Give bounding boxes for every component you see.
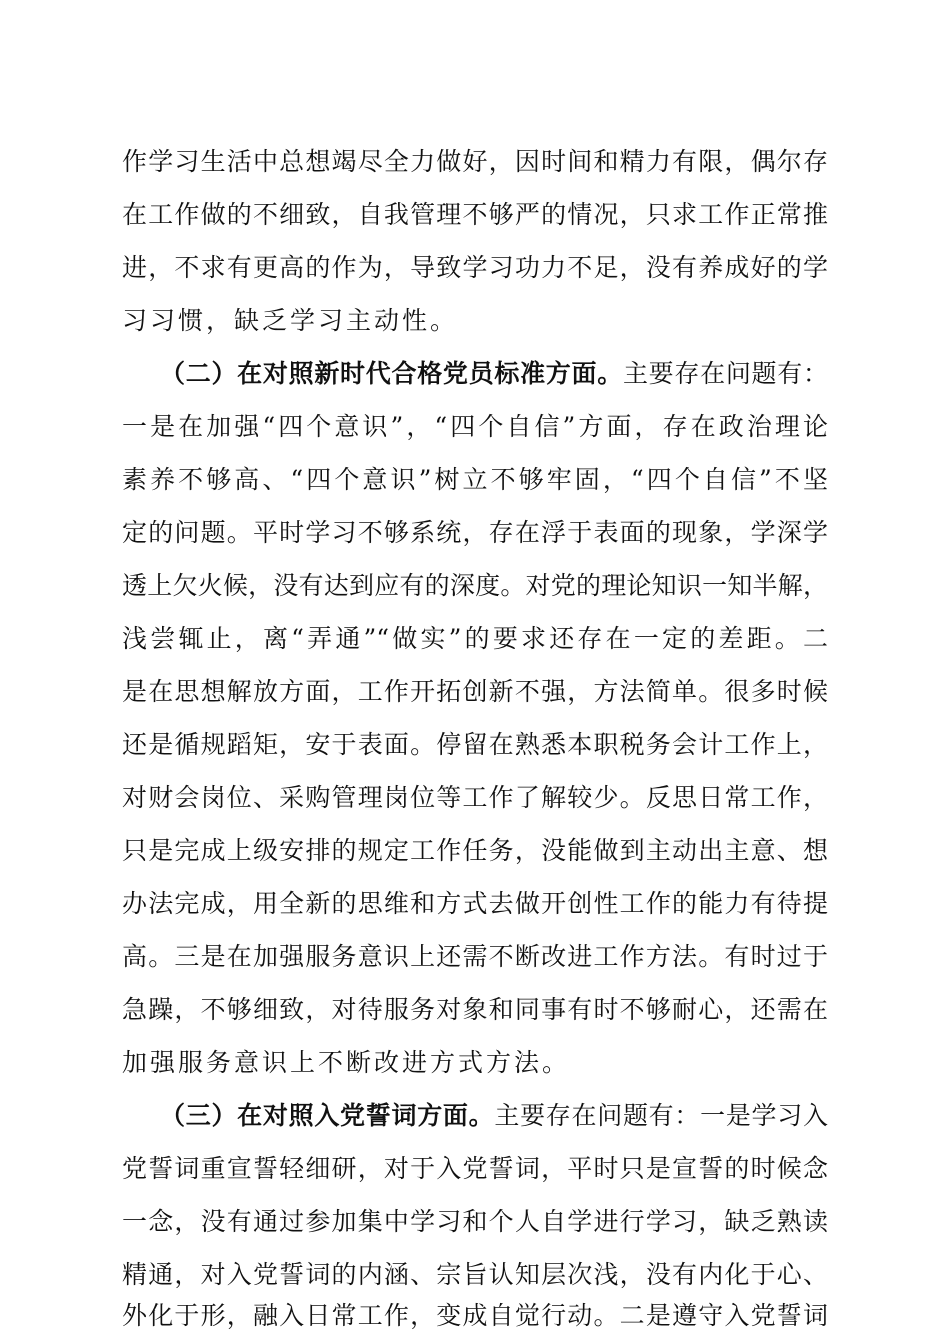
- section2-line-11: 高。三是在加强服务意识上还需不断改进工作方法。有时过于: [122, 942, 828, 971]
- paragraph1-line-2: 在工作做的不细致，自我管理不够严的情况，只求工作正常推: [122, 200, 828, 229]
- section2-line-7: 还是循规蹈矩，安于表面。停留在熟悉本职税务会计工作上，: [122, 730, 828, 759]
- section2-heading: （二）在对照新时代合格党员标准方面。: [160, 359, 623, 388]
- section3-heading-rest: 主要存在问题有：一是学习入: [494, 1101, 828, 1130]
- section2-line-13: 加强服务意识上不断改进方式方法。: [122, 1048, 571, 1077]
- section2-line-8: 对财会岗位、采购管理岗位等工作了解较少。反思日常工作，: [122, 783, 828, 812]
- section2-line-1: 一是在加强“四个意识”，“四个自信”方面，存在政治理论: [122, 412, 828, 441]
- section2-line-3: 定的问题。平时学习不够系统，存在浮于表面的现象，学深学: [122, 518, 828, 547]
- section2-heading-line: [160, 354, 828, 394]
- section3-line-4: 外化于形，融入日常工作，变成自觉行动。二是遵守入党誓词: [122, 1301, 828, 1330]
- paragraph1-line-1: 作学习生活中总想竭尽全力做好，因时间和精力有限，偶尔存: [122, 147, 828, 176]
- section2-heading-rest: 主要存在问题有：: [622, 359, 828, 388]
- section3-line-1: 党誓词重宣誓轻细研，对于入党誓词，平时只是宣誓的时候念: [122, 1154, 828, 1183]
- section2-line-12: 急躁，不够细致，对待服务对象和同事有时不够耐心，还需在: [122, 995, 828, 1024]
- section3-line-2: 一念，没有通过参加集中学习和个人自学进行学习，缺乏熟读: [122, 1207, 828, 1236]
- section3-heading-line: [160, 1096, 828, 1136]
- section2-line-4: 透上欠火候，没有达到应有的深度。对党的理论知识一知半解，: [122, 571, 828, 600]
- section2-line-5: 浅尝辄止，离“弄通”“做实”的要求还存在一定的差距。二: [122, 624, 828, 653]
- section2-line-6: 是在思想解放方面，工作开拓创新不强，方法简单。很多时候: [122, 677, 828, 706]
- section2-line-2: 素养不够高、“四个意识”树立不够牢固，“四个自信”不坚: [122, 465, 828, 494]
- section3-heading: （三）在对照入党誓词方面。: [160, 1101, 495, 1130]
- paragraph1-line-4: 习习惯，缺乏学习主动性。: [122, 306, 459, 335]
- paragraph1-line-3: 进，不求有更高的作为，导致学习功力不足，没有养成好的学: [122, 253, 828, 282]
- section2-line-9: 只是完成上级安排的规定工作任务，没能做到主动出主意、想: [122, 836, 828, 865]
- section3-line-3: 精通，对入党誓词的内涵、宗旨认知层次浅，没有内化于心、: [122, 1260, 828, 1289]
- section2-line-10: 办法完成，用全新的思维和方式去做开创性工作的能力有待提: [122, 889, 828, 918]
